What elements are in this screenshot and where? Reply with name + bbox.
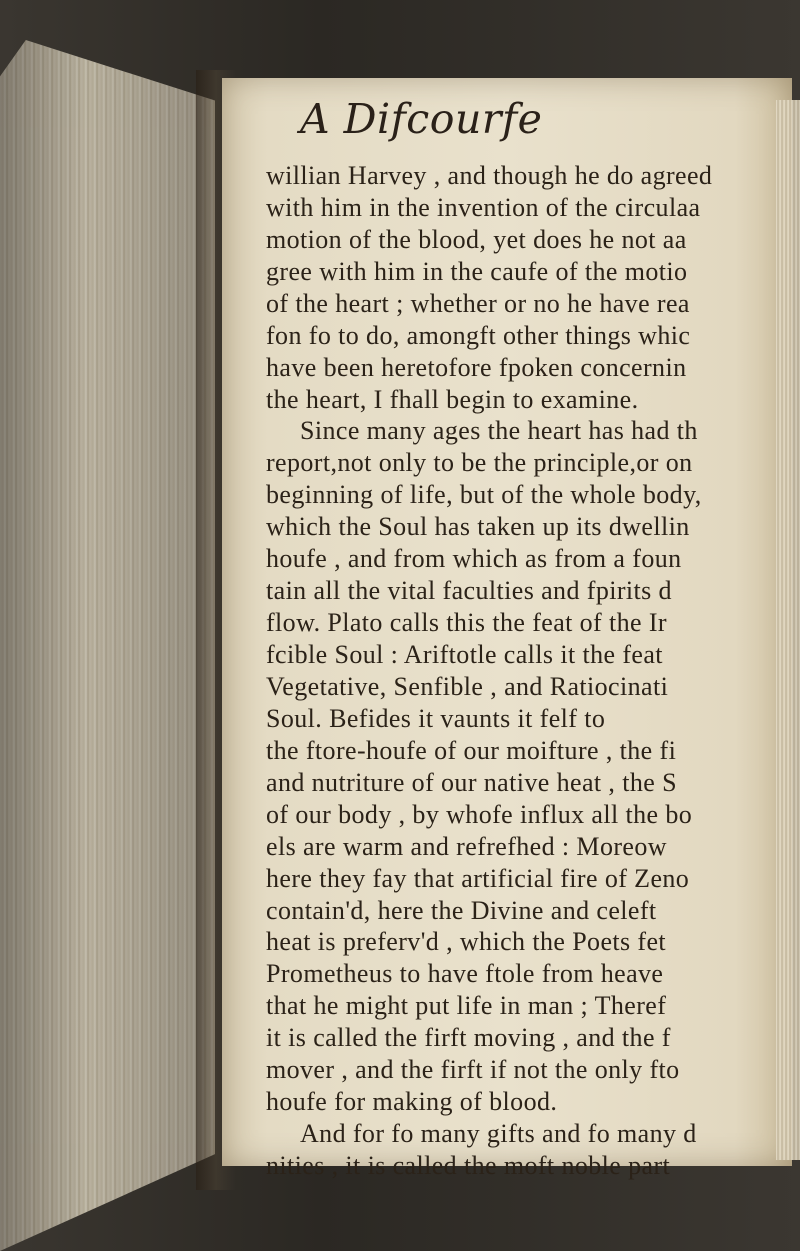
running-title: A Difcourfe: [300, 95, 543, 143]
text-line: Soul. Befides it vaunts it felf to: [266, 703, 606, 733]
text-line: it is called the firft moving , and the f: [266, 1023, 671, 1053]
text-line: Vegetative, Senfible , and Ratiocinati: [266, 671, 669, 701]
text-line: contain'd, here the Divine and celeft: [266, 895, 657, 925]
text-line: of the heart ; whether or no he have rea: [266, 288, 690, 318]
text-line: flow. Plato calls this the feat of the Ir: [266, 608, 667, 638]
text-line: gree with him in the caufe of the motio: [266, 256, 688, 286]
text-line: which the Soul has taken up its dwellin: [266, 512, 690, 542]
text-line: nities , it is called the moft noble part: [266, 1151, 671, 1180]
text-line: fon fo to do, amongft other things whic: [266, 320, 691, 350]
text-line: tain all the vital faculties and fpirits d: [266, 576, 672, 606]
text-line: heat is preferv'd , which the Poets fet: [266, 927, 667, 957]
text-line: with him in the invention of the circulaa: [266, 192, 701, 222]
text-line: willian Harvey , and though he do agreed: [266, 161, 713, 190]
text-line: Prometheus to have ftole from heave: [266, 959, 664, 989]
text-line: fcible Soul : Ariftotle calls it the feat: [266, 640, 663, 670]
text-line: houfe , and from which as from a foun: [266, 544, 682, 574]
text-line: houfe for making of blood.: [266, 1087, 558, 1117]
text-line: here they fay that artificial fire of Zeno: [266, 863, 690, 893]
text-line: of our body , by whofe influx all the bo: [266, 799, 693, 829]
text-line: the ftore-houfe of our moifture , the fi: [266, 735, 677, 765]
text-line: that he might put life in man ; Theref: [266, 991, 667, 1021]
text-line: motion of the blood, yet does he not aa: [266, 224, 687, 254]
text-line: have been heretofore fpoken concernin: [266, 352, 687, 382]
text-line: mover , and the firft if not the only fto: [266, 1055, 680, 1085]
text-line: Since many ages the heart has had th: [300, 416, 698, 446]
text-line: and nutriture of our native heat , the S: [266, 767, 677, 797]
text-line: And for fo many gifts and fo many d: [300, 1119, 697, 1149]
text-line: els are warm and refrefhed : Moreow: [266, 831, 667, 861]
text-line: the heart, I fhall begin to examine.: [266, 384, 639, 414]
text-line: beginning of life, but of the whole body,: [266, 480, 702, 510]
text-line: report,not only to be the principle,or on: [266, 448, 693, 478]
